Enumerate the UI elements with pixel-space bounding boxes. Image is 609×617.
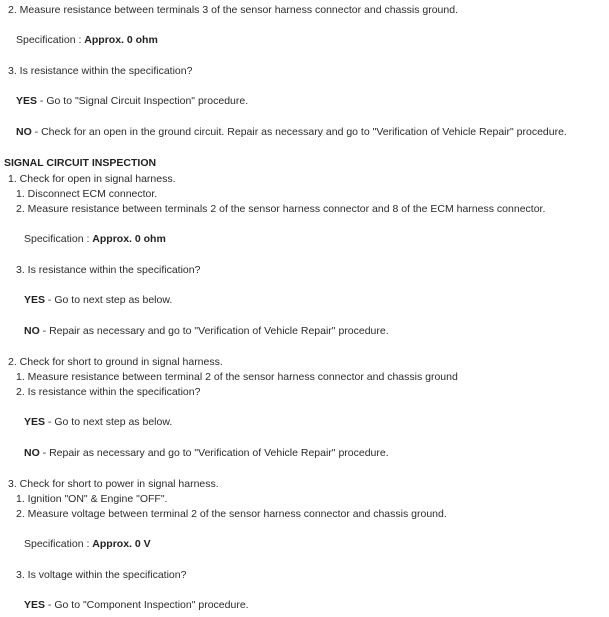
yes-text: - Go to next step as below. [45, 416, 173, 428]
yes-label: YES [24, 294, 46, 306]
no-text: - Repair as necessary and go to "Verification of Vehicle Repair" procedure. [39, 447, 389, 459]
spec-label: Specification : [24, 538, 93, 550]
no-label: NO [24, 325, 40, 337]
yes-text: - Go to "Component Inspection" procedure. [45, 599, 249, 611]
no-text: - Repair as necessary and go to "Verification of Vehicle Repair" procedure. [39, 325, 389, 337]
power-step-1: 1. Ignition "ON" & Engine "OFF". [16, 493, 168, 505]
yes-answer [16, 95, 248, 108]
spec-value: Approx. 0 ohm [92, 233, 166, 245]
section-heading: SIGNAL CIRCUIT INSPECTION [4, 157, 157, 169]
open-step-3: 3. Is resistance within the specification? [16, 264, 201, 276]
power-spec [24, 538, 151, 551]
spec-value: Approx. 0 V [92, 538, 151, 550]
no-label: NO [16, 126, 32, 138]
spec-label: Specification : [16, 34, 85, 46]
open-spec [24, 233, 166, 246]
yes-text: - Go to next step as below. [45, 294, 173, 306]
open-step-1: 1. Disconnect ECM connector. [16, 188, 158, 200]
ground-step-2: 2. Is resistance within the specification? [16, 386, 201, 398]
no-text: - Check for an open in the ground circuit. Repair as necessary and go to "Verification of Vehicle Repair" procedure. [31, 126, 567, 138]
ground-check-title: 2. Check for short to ground in signal harness. [8, 356, 223, 368]
power-step-3: 3. Is voltage within the specification? [16, 569, 187, 581]
resistance-question: 3. Is resistance within the specification? [8, 65, 193, 77]
yes-label: YES [16, 95, 38, 107]
spec-label: Specification : [24, 233, 93, 245]
ground-yes-answer [24, 416, 172, 429]
open-no-answer [24, 325, 389, 338]
power-step-2: 2. Measure voltage between terminal 2 of the sensor harness connector and chassis ground. [16, 508, 447, 520]
open-yes-answer [24, 294, 172, 307]
yes-label: YES [24, 416, 46, 428]
spec-value: Approx. 0 ohm [84, 34, 158, 46]
no-label: NO [24, 447, 40, 459]
ground-no-answer [24, 447, 389, 460]
yes-label: YES [24, 599, 46, 611]
ground-spec [16, 34, 158, 47]
ground-step-1: 1. Measure resistance between terminal 2 of the sensor harness connector and chassis ground [16, 371, 458, 383]
power-check-title: 3. Check for short to power in signal harness. [8, 478, 219, 490]
measure-ground-step: 2. Measure resistance between terminals 3 of the sensor harness connector and chassis ground. [8, 4, 458, 16]
power-yes-answer [24, 599, 249, 612]
open-check-title: 1. Check for open in signal harness. [8, 173, 176, 185]
no-answer [16, 126, 567, 139]
yes-text: - Go to "Signal Circuit Inspection" procedure. [37, 95, 249, 107]
open-step-2: 2. Measure resistance between terminals 2 of the sensor harness connector and 8 of the ECM harness connector. [16, 203, 546, 215]
